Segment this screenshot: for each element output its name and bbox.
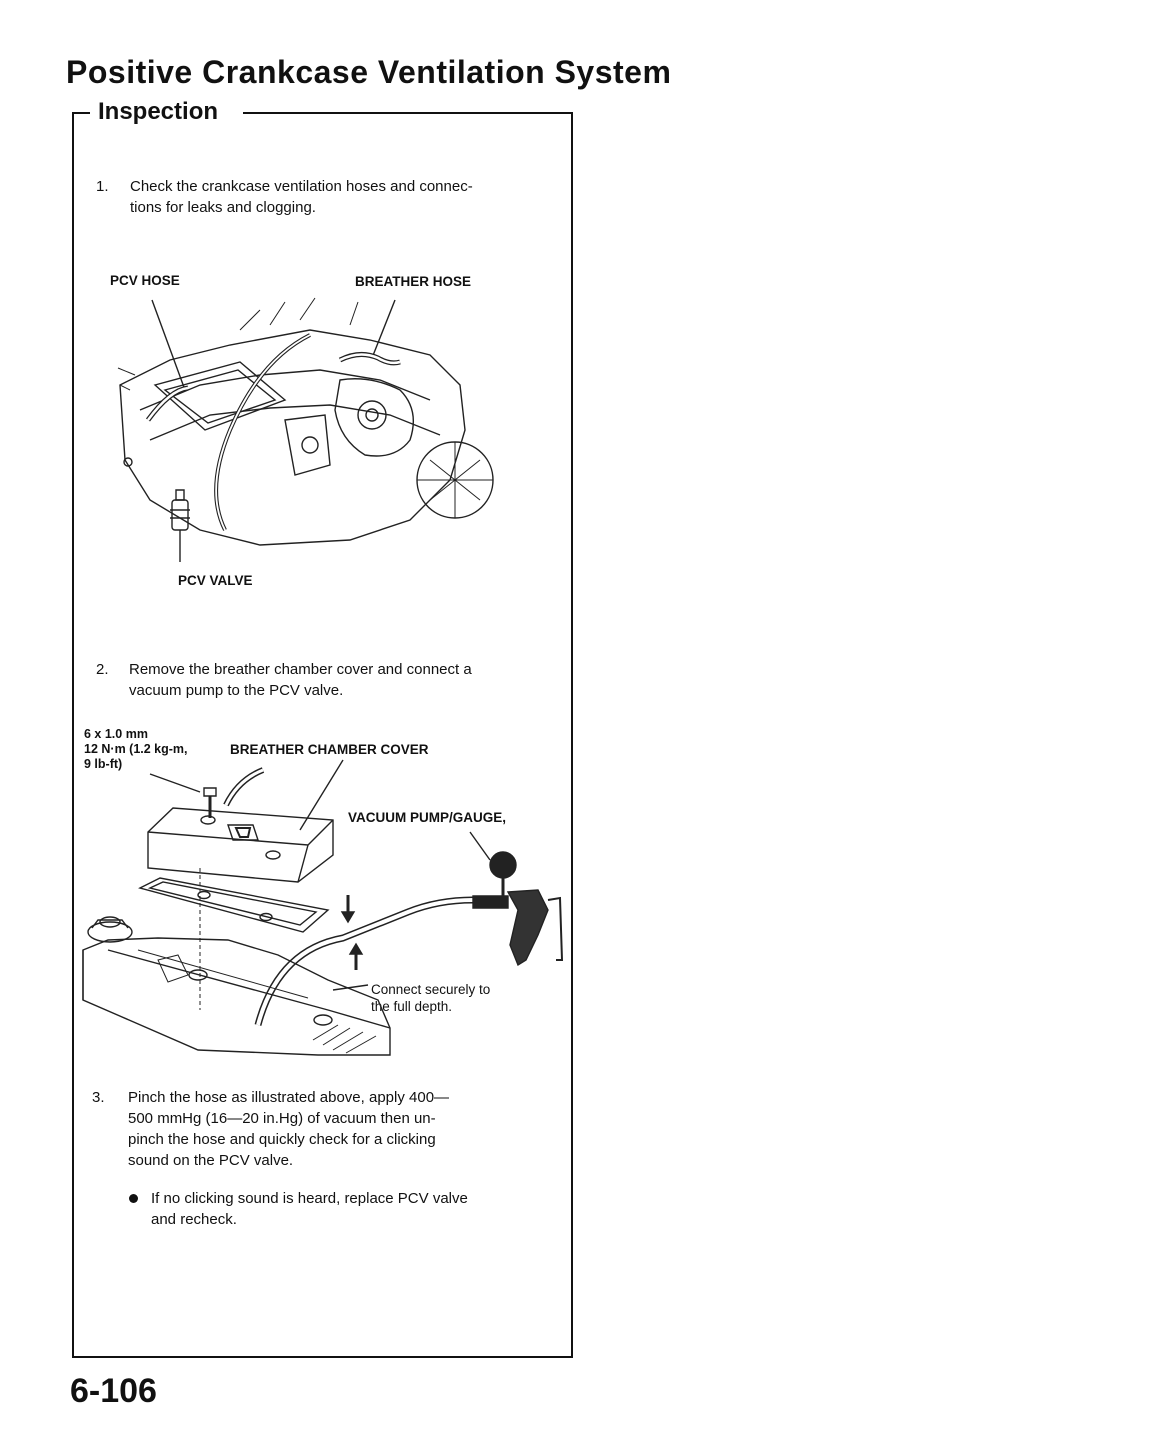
step-text-line: vacuum pump to the PCV valve.: [129, 682, 344, 699]
step-number: 2.: [96, 661, 109, 678]
bolt-spec-line: 9 lb-ft): [84, 757, 123, 771]
breather-chamber-cover-label: BREATHER CHAMBER COVER: [230, 742, 429, 757]
pcv-hose-label: PCV HOSE: [110, 273, 180, 288]
step-text-line: Check the crankcase ventilation hoses and connec-: [130, 178, 473, 195]
page-number: 6-106: [70, 1372, 157, 1410]
bolt-spec-line: 6 x 1.0 mm: [84, 727, 148, 741]
bullet-item: [128, 1188, 558, 1232]
step-text-line: Pinch the hose as illustrated above, apply 400—: [128, 1089, 450, 1106]
step-number: 1.: [96, 178, 109, 195]
bullet-text-line: If no clicking sound is heard, replace PCV valve: [151, 1190, 468, 1207]
bullet-text-line: and recheck.: [151, 1211, 237, 1228]
step-text-line: tions for leaks and clogging.: [130, 199, 316, 216]
step-text-line: sound on the PCV valve.: [128, 1152, 294, 1169]
box-top-rule-left: [72, 112, 90, 114]
step-3: [92, 1087, 552, 1173]
bullet-icon: [129, 1194, 138, 1203]
connect-note-line: the full depth.: [371, 999, 453, 1014]
step-1: [96, 176, 556, 220]
vacuum-pump-label: VACUUM PUMP/GAUGE,: [348, 810, 507, 825]
page-title: Positive Crankcase Ventilation System: [66, 54, 672, 90]
step-text-line: pinch the hose and quickly check for a clicking: [128, 1131, 436, 1148]
pcv-valve-label: PCV VALVE: [178, 573, 253, 588]
section-heading: Inspection: [94, 98, 222, 126]
breather-hose-label: BREATHER HOSE: [355, 274, 472, 289]
box-top-rule: [243, 112, 571, 114]
step-text-line: Remove the breather chamber cover and connect a: [129, 661, 472, 678]
breather-cover-illustration: [78, 760, 568, 1055]
bolt-spec-line: 12 N·m (1.2 kg-m,: [84, 742, 188, 756]
connect-note-line: Connect securely to: [371, 982, 491, 997]
step-text-line: 500 mmHg (16—20 in.Hg) of vacuum then un-: [128, 1110, 436, 1127]
step-number: 3.: [92, 1089, 105, 1106]
engine-illustration: [110, 290, 510, 575]
step-2: [96, 659, 556, 703]
